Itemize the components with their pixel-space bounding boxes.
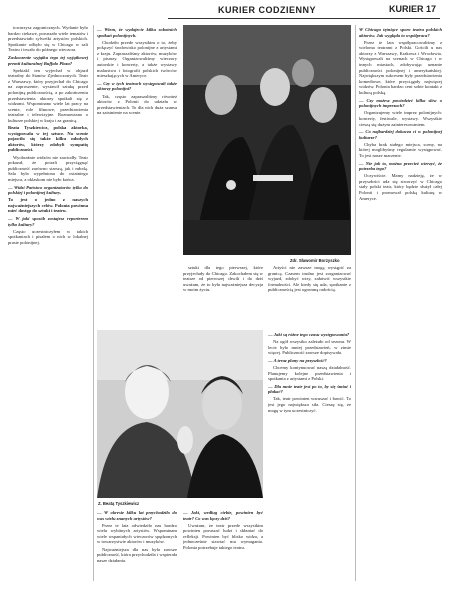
paragraph: Oczywiście. Mamy nadzieję, że w przyszłości uda się stworzyć w Chicago stały polski teatr, który będzie służył całej Polonii i promował polską kulturę w Ameryce. — [359, 173, 442, 201]
paragraph: Artyści nie zawsze mogą wystąpić za granicą. Czasem trudno jest zorganizować wyjazd, zdobyć wizy, załatwić wszystkie formalności. Ale kiedy się uda, spotkanie z publicznością jest ogromną radością. — [268, 265, 351, 293]
paragraph: Tak, teatr powinien wzruszać i bawić. To jest jego największa siła. Cieszę się, że mogę w tym uczestniczyć. — [268, 396, 351, 413]
question: — Dla mnie teatr jest po to, by się śmiać i płakać? — [268, 383, 351, 395]
question: — Widzi Państwo organizatorów tylko do polskiej i polonijnej kultury. — [8, 184, 88, 196]
paragraph: Organizujemy wiele imprez polonijnych: koncerty, festiwale, wystawy. Wszystkie cieszą się dużym zainteresowaniem. — [359, 110, 442, 127]
photo-beata-image — [97, 330, 263, 498]
paragraph: Na ogół wszystko zależało od sezonu. W lecie było mniej przedstawień, w zimie więcej. Publiczność zawsze dopisywała. — [268, 339, 351, 356]
article-column-4-bottom — [268, 330, 351, 581]
photo-beata — [97, 330, 263, 498]
article-column-3-top — [183, 265, 263, 325]
question: W Chicago tętniące sporo teatru polskich aktorów. Jak wygląda to współpraca? — [359, 27, 442, 38]
masthead-title: KURIER CODZIENNY — [218, 5, 317, 15]
paragraph: sztuki dla tego pierwszej, które przyjechały do Chicago. Zakochałem się w teatrze od pierwszej chwili i do dziś uważam, że to była najważniejsza decyzja w moim życiu. — [183, 265, 263, 293]
article-column-1 — [8, 25, 88, 581]
article-column-5 — [359, 25, 442, 581]
paragraph: Chodziło przede wszystkim o to, żeby połączyć środowisko polonijne z artystami z kraju. Zapraszaliśmy aktorów, muzyków i pisarzy. Organizowaliśmy wieczory autorskie i koncerty, a także wystawy malarstwa i fotografii polskich twórców mieszkających w Ameryce. — [97, 39, 177, 79]
question: — Czy możesz powiedzieć kilka słów o polonijnych imprezach? — [359, 97, 442, 109]
masthead — [168, 3, 440, 19]
question: — Nie jak to, można przecież wierzyć, że potrzeba tego? — [359, 160, 442, 172]
paragraph: Często uczestniczyłem w takich spotkaniach i pisałem o nich w lokalnej prasie polonijnej. — [8, 228, 88, 245]
article-column-2-bottom — [97, 508, 177, 581]
article-column-4-top — [268, 265, 351, 325]
question: Zaskoczenie wyjątku tego tej wyjątkowej premii kulturalnej Buffalo Plaza? — [8, 54, 88, 66]
paragraph-bold: Beata Tyszkiewicz, polska aktorka, występowała w tej sztuce. Na scenie pojawiło się także kilku młodych aktorów, którzy zdobyli sympatię publiczności. — [8, 125, 88, 153]
masthead-rule — [168, 18, 440, 19]
paragraph: Spektakl ten wyjechał w objazd teatralny do Stanów Zjednoczonych. Teatr z Warszawy, który przyjechał do Chicago na zaproszenie, wystawił sztukę przed polonijną publicznością, a po zakończeniu przedstawienia aktorzy spotkali się z widzami. Wspominano wiele lat pracy na scenie, role filmowe, przedstawienia teatralne i telewizyjne. Rozmawiano o kulturze polskiej w kraju i za granicą. — [8, 67, 88, 123]
question: — Jaki są różne tego czasu występowania? — [268, 332, 350, 337]
paragraph: Wyobraźnie widzów nie zawiodły. Teatr pokazał, że potrafi przyciągnąć publiczność zarówno starszą, jak i młodą. Sala była wypełniona do ostatniego miejsca, a oklaskom nie było końca. — [8, 154, 88, 182]
paragraph: Uważam, że teatr przede wszystkim powinien poruszać ludzi i skłaniać do refleksji. Powinien być blisko widza, a jednocześnie stawiać mu wymagania. Polonia potrzebuje takiego teatru. — [183, 522, 263, 551]
photo-caption-1: Zdr. Sławomir Borzyszko — [290, 258, 340, 263]
paragraph: Chcemy kontynuować naszą działalność. Planujemy kolejne przedstawienia i spotkania z artystami z Polski. — [268, 364, 351, 382]
photo-party — [183, 25, 351, 255]
question: — Wiem, że wydajecie kilka sobotnich spotkań polonijnych. — [97, 27, 177, 38]
question: — Jaki, według ciebie, powinien być teatr? Co was łączy dziś? — [183, 510, 263, 521]
question: — W jaki sposób zostajesz reporterem tylko kultury? — [8, 216, 88, 227]
paragraph: Tak, często zapraszaliśmy również aktorów z Polonii do udziału w przedstawieniach. To dla nich duża szansa na zaistnienie na scenie. — [97, 93, 177, 116]
question: — W okresie kilku lat przychodziło do was wielu znanych artystów? — [97, 510, 177, 521]
article-column-3-bottom — [183, 508, 263, 581]
article-column-2-top — [97, 25, 177, 280]
question: — Co najbardziej dokucza ci w polonijnej kulturze? — [359, 129, 442, 140]
question: — Czy w tych teatrach występowali także aktorzy polonijni? — [97, 80, 177, 92]
paragraph: towarzysz zagranicznych. Wydanie było bardzo ciekawe, poruszało wiele tematów i przedstawiało sylwetki artystów polskich. Spotkanie odbyło się w Chicago w sali Teatru i trwało do późnego wieczora. — [8, 25, 88, 53]
photo-caption-2: Z. Beatą Tyszkiewicz — [98, 501, 140, 506]
photo-party-image — [183, 25, 351, 255]
paragraph: Najważniejsza dla nas była zawsze publiczność, która przychodziła i wspierała nasze działania. — [97, 546, 177, 563]
paragraph: Przez te lata współpracowaliśmy z wieloma teatrami z Polski. Gościli u nas aktorzy z Warszawy, Krakowa i Wrocławia. Występowali na scenach w Chicago i w innych miastach, zdobywając uznanie publiczności polonijnej i amerykańskiej. Największym sukcesem były przedstawienia komediowe, które przyciągały najwięcej widzów. Polonia bardzo ceni sobie kontakt z kulturą polską. — [359, 39, 442, 96]
column-divider — [355, 25, 356, 581]
page-number: KURIER 17 — [388, 4, 436, 14]
paragraph-bold: To jest o jedno z naszych najważniejszych celów. Polonia powinna mieć dostęp do sztuki i teatru. — [8, 197, 88, 214]
column-divider — [93, 25, 94, 581]
question: — A teraz plany na przyszłość? — [268, 357, 327, 363]
paragraph: Przez te lata odwiedziło nas bardzo wielu wybitnych artystów. Wspominam wiele wspaniałych wieczorów spędzonych w towarzystwie aktorów i muzyków. — [97, 522, 177, 545]
paragraph: Chyba brak stałego miejsca, sceny, na której moglibyśmy regularnie występować. To jest nasze marzenie. — [359, 141, 442, 158]
